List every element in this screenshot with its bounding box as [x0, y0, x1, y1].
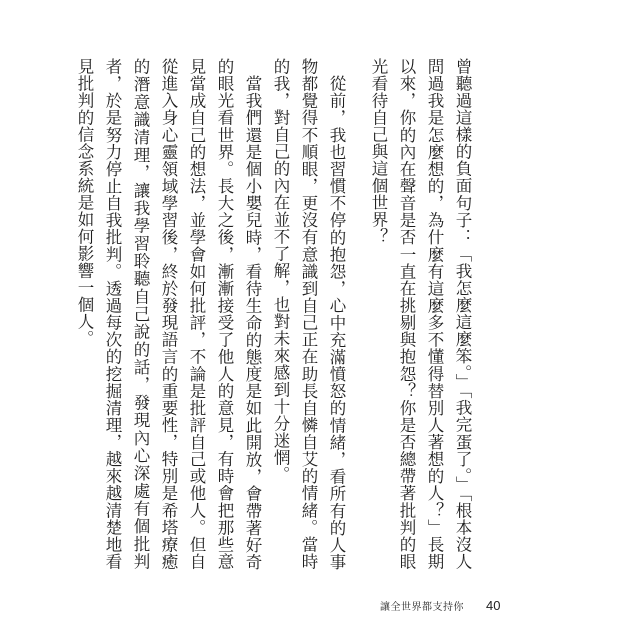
page-number: 40	[486, 597, 501, 613]
paragraph: 當我們還是個小嬰兒時，看待生命的態度是如此開放，會帶著好奇的眼光看世界。長大之後，漸漸接受了他人的意見，有時會把那些意見當成自己的想法，並學會如何批評，不論是批評自己或他人。但自從進入身心靈領域學習後，終於發現語言的重要性，特別是希塔療癒的潛意識清理，讓我學習聆聽自己說的話，發現內心深處有個批判者，於是努力停止自我批判。透過每次的挖掘清理，越來越清楚地看見批判的信念系統是如何影響一個人。	[75, 58, 262, 570]
page-footer	[380, 595, 500, 615]
paragraph: 從前，我也習慣不停的抱怨，心中充滿憤怒的情緒，看所有的人事物都覺得不順眼，更沒有意識到自己正在助長自憐自艾的情緒。當時的我，對自己的內在並不了解，也對未來感到十分迷惘。	[271, 58, 346, 570]
running-title: 讓全世界都支持你	[380, 601, 464, 613]
body-text	[75, 58, 476, 570]
paragraph-gap	[350, 58, 364, 570]
paragraph: 曾聽過這樣的負面句子：「我怎麼這麼笨。」「我完蛋了。」「根本沒人問過我是怎麼想的，為什麼有這麼多不懂得替別人著想的人？」長期以來，你的內在聲音是否一直在挑剔與抱怨？你是否總帶著批判的眼光看待自己與這個世界？	[369, 58, 472, 570]
